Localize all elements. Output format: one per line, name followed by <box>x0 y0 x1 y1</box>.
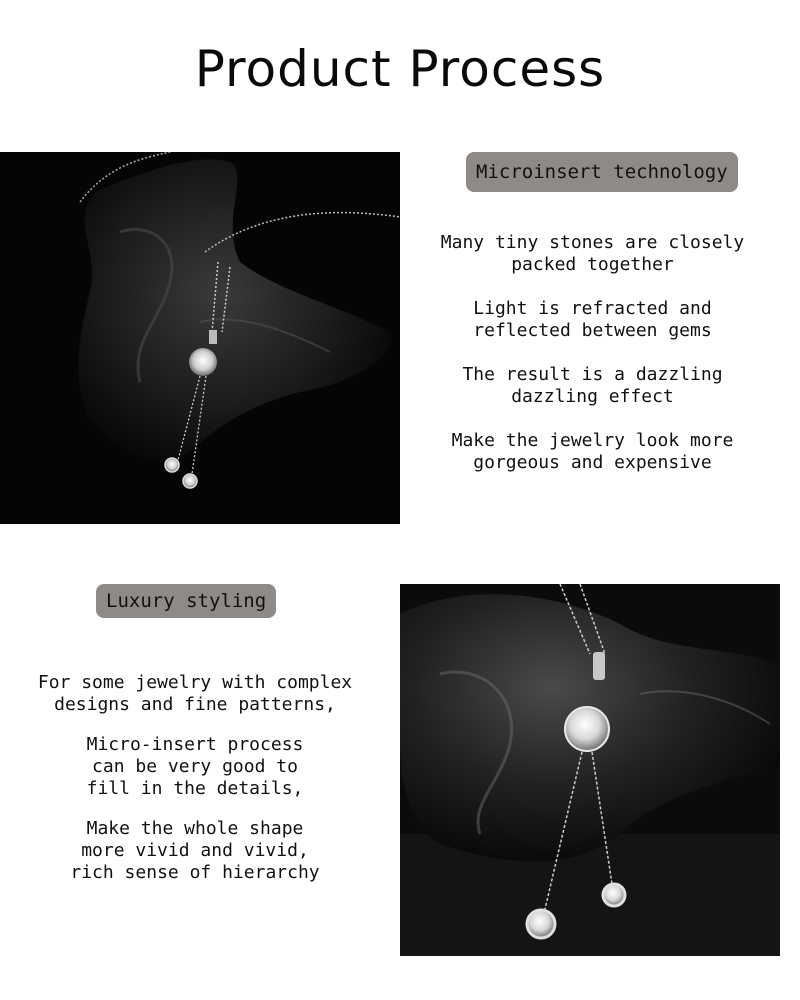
section1-paragraph: The result is a dazzling dazzling effect <box>462 364 723 407</box>
luxury-styling-badge: Luxury styling <box>96 584 276 618</box>
necklace-photo-1 <box>0 152 400 524</box>
section1-paragraph: Make the jewelry look more gorgeous and expensive <box>451 430 734 473</box>
section2-paragraph: Make the whole shape more vivid and vivid, rich sense of hierarchy <box>70 818 320 883</box>
necklace-photo-2 <box>400 584 780 956</box>
section2-paragraph: Micro-insert process can be very good to fill in the details, <box>86 734 304 799</box>
page-title: Product Process <box>194 40 606 98</box>
section1-paragraph: Light is refracted and reflected between gems <box>473 298 712 341</box>
section2-paragraph: For some jewelry with complex designs and fine patterns, <box>37 672 353 715</box>
microinsert-technology-badge: Microinsert technology <box>466 152 738 192</box>
section1-paragraph: Many tiny stones are closely packed together <box>440 232 745 275</box>
